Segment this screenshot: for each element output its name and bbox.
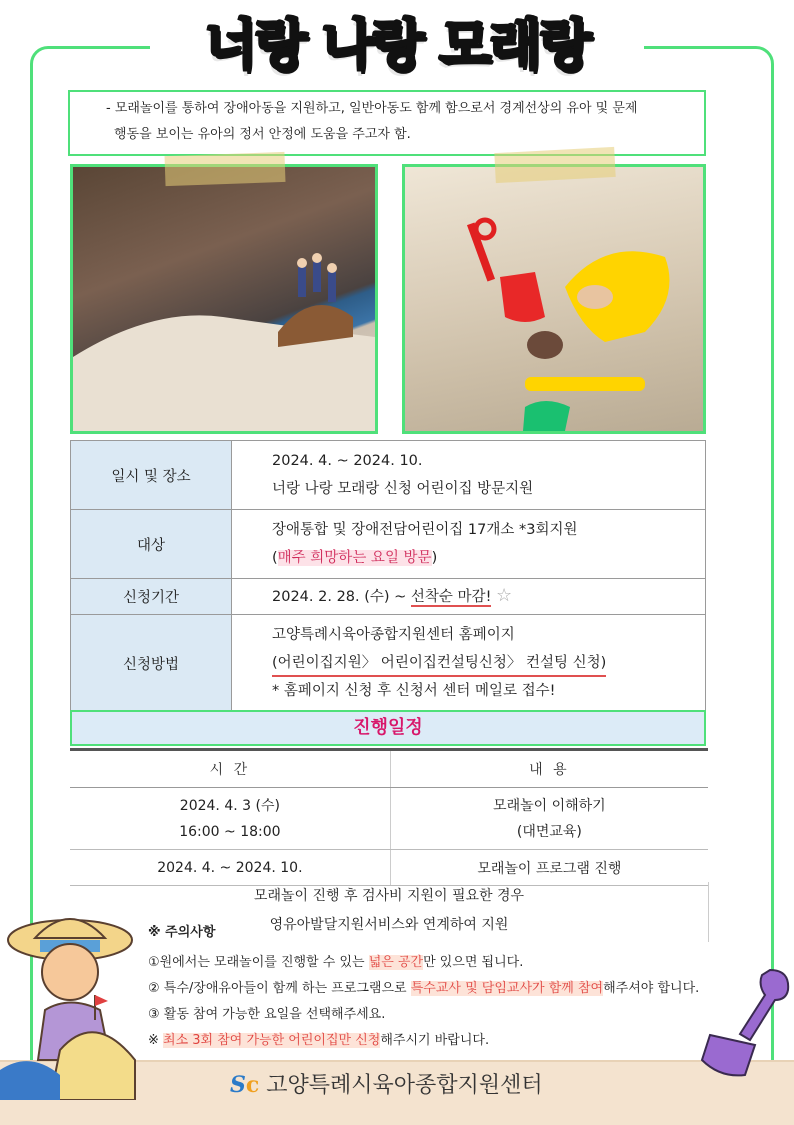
highlight-text: 특수교사 및 담임교사가 함께 참여 [410,981,604,996]
info-value: 2024. 2. 28. (수) ~ [272,589,411,605]
purpose-line-1: - 모래놀이를 통하여 장애아동을 지원하고, 일반아동도 함께 함으로서 경계선상의 유아 및 문제 [106,101,638,116]
info-value: * 홈페이지 신청 후 신청서 센터 메일로 접수! [272,683,556,699]
highlight-text: 넓은 공간 [368,955,424,970]
logo-text: 고양특례시육아종합지원센터 [266,1073,543,1098]
star-doodle-icon: ☆ [496,585,513,606]
info-row-period [71,579,706,615]
schedule-table [70,748,708,886]
deadline-text: 선착순 마감! [410,589,492,605]
schedule-row [70,850,708,886]
paren: ) [431,550,438,566]
info-row-datetime [71,441,706,510]
caution-heading: ※ 주의사항 [148,925,216,940]
beach-toys-illustration [405,167,703,431]
shovel-illustration [690,960,794,1080]
schedule-title: 진행일정 [70,710,706,746]
schedule-header-time: 시 간 [70,750,390,788]
info-row-method [71,615,706,712]
info-header: 신청기간 [71,579,232,615]
highlight-text: 매주 희망하는 요일 방문 [277,550,432,566]
caution-item-2: ② 특수/장애유아들이 함께 하는 프로그램으로 특수교사 및 담임교사가 함께 참여해주셔야 합니다. [148,981,700,996]
info-value: 너랑 나랑 모래랑 신청 어린이집 방문지원 [272,481,534,497]
schedule-time: 2024. 4. 3 (수) [179,797,280,814]
info-value: 2024. 4. ~ 2024. 10. [272,453,423,469]
caution-item-3: ③ 활동 참여 가능한 요일을 선택해주세요. [148,1007,386,1022]
schedule-time: 2024. 4. ~ 2024. 10. [70,850,390,886]
highlight-text: 최소 3회 참여 가능한 어린이집만 신청 [163,1033,381,1048]
info-header: 신청방법 [71,615,232,712]
schedule-content: (대면교육) [516,823,582,840]
schedule-content: 모래놀이 프로그램 진행 [390,850,708,886]
schedule-header-content: 내 용 [390,750,708,788]
logo-mark-icon: S [230,1072,246,1098]
info-row-target [71,510,706,579]
purpose-line-2: 행동을 보이는 유아의 정서 안정에 도움을 주고자 함. [114,127,411,142]
sandtray-illustration [73,167,375,431]
info-value: (어린이집지원〉 어린이집컨설팅신청〉 컨설팅 신청) [272,651,606,677]
paren: ( [272,550,278,566]
tape-decoration [494,147,615,183]
caution-item-1: ①원에서는 모래놀이를 진행할 수 있는 넓은 공간만 있으면 됩니다. [148,955,524,970]
beach-toys-photo [402,164,706,434]
note-line: 모래놀이 진행 후 검사비 지원이 필요한 경우 [253,888,525,904]
sandtray-photo [70,164,378,434]
info-table [70,440,706,712]
info-header: 일시 및 장소 [71,441,232,510]
page-title: 너랑 나랑 모래랑 [204,13,590,76]
info-value: 고양특례시육아종합지원센터 홈페이지 [272,627,515,643]
schedule-time: 16:00 ~ 18:00 [179,823,281,840]
child-illustration [0,900,150,1100]
center-logo [230,1068,543,1099]
schedule-content: 모래놀이 이해하기 [493,797,606,814]
caution-section [148,920,699,1054]
logo-mark-icon: c [245,1072,260,1098]
schedule-row [70,788,708,850]
note-line: 영유아발달지원서비스와 연계하여 지원 [269,917,509,933]
tape-decoration [165,152,286,186]
info-header: 대상 [71,510,232,579]
info-value: 장애통합 및 장애전담어린이집 17개소 *3회지원 [272,522,578,538]
caution-item-4: ※ 최소 3회 참여 가능한 어린이집만 신청해주시기 바랍니다. [148,1033,490,1048]
